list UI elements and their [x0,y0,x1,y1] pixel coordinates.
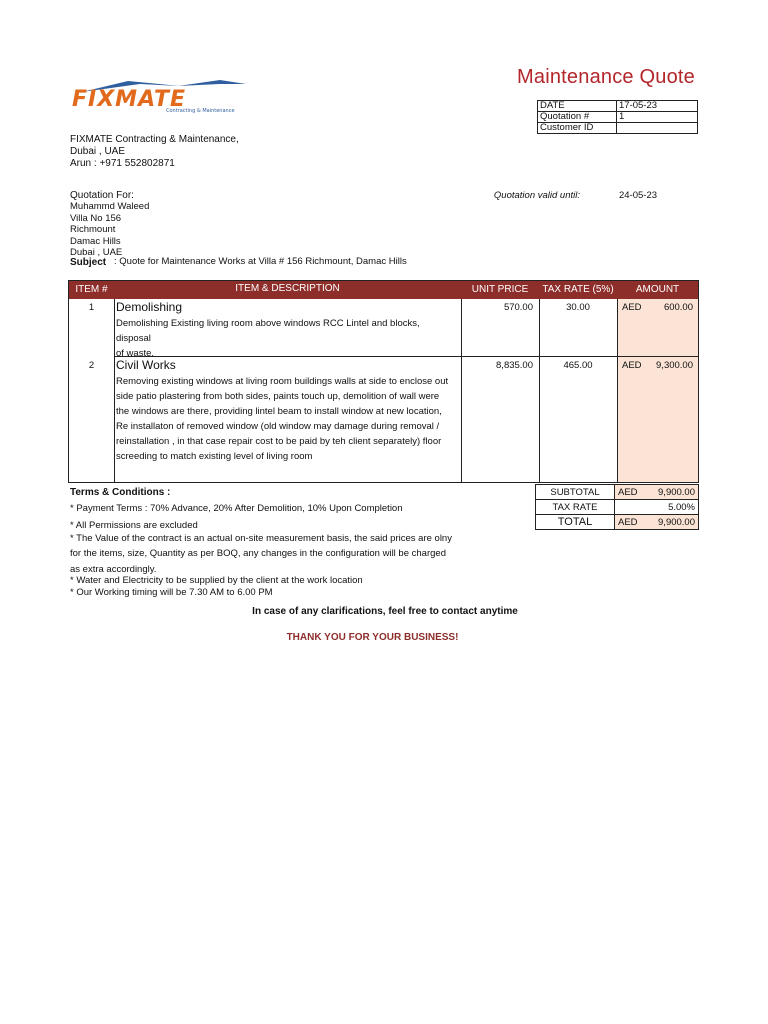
subtotal-label: SUBTOTAL [536,485,615,500]
valid-until-label: Quotation valid until: [493,190,580,201]
row-unit-price: 570.00 [503,302,533,313]
customer-address-line: Damac Hills [70,235,121,247]
row-item-number: 1 [88,302,95,313]
total-amount [615,515,699,530]
row-currency: AED [622,302,642,313]
description-line: Re installaton of removed window (old window may damage during removal / [116,421,440,432]
totals-table [535,484,699,530]
description-line: the windows are there, providing lintel beam to install window at new location, [116,406,442,417]
row-item-number: 2 [88,360,95,371]
customer-address-line: Richmount [70,224,116,235]
header-tax-rate: TAX RATE (5%) [539,281,617,299]
header-amount: AMOUNT [617,281,698,299]
row-currency: AED [622,360,642,371]
total-currency: AED [618,516,638,528]
row-tax: 30.00 [566,302,590,313]
logo-wordmark: FIXMATE [72,87,187,112]
valid-until-value: 24-05-23 [619,190,658,201]
logo-tagline: Contracting & Maintenance [166,108,235,114]
terms-line: * Water and Electricity to be supplied by the client at the work location [70,575,363,586]
row-amount: 9,300.00 [656,360,693,371]
company-logo [70,78,256,114]
items-table [68,280,699,483]
subject-text: : Quote for Maintenance Works at Villa # 156 Richmount, Damac Hills [114,256,407,267]
header-item-number: ITEM # [69,281,114,299]
terms-line: * Our Working timing will be 7.30 AM to 6.00 PM [70,587,273,598]
terms-line: * Payment Terms : 70% Advance, 20% After Demolition, 10% Upon Completion [70,503,403,514]
subtotal-currency: AED [618,486,638,498]
quotation-number-label: Quotation # [538,112,617,123]
customer-id-label: Customer ID [538,123,617,134]
customer-address-line: Muhammd Waleed [70,201,150,212]
terms-line: as extra accordingly. [70,564,157,575]
company-info [70,134,239,170]
description-line: Demolishing Existing living room above windows RCC Lintel and blocks, disposal [116,318,420,344]
customer-address-line: Dubai , UAE [70,247,123,258]
description-line: screeding to match existing level of living room [116,451,313,462]
document-title: Maintenance Quote [517,66,695,88]
customer-id-value [617,123,698,134]
thank-you-note: THANK YOU FOR YOUR BUSINESS! [286,632,459,643]
row-item-name: Civil Works [116,358,176,372]
terms-line: * All Permissions are excluded [70,520,198,531]
date-value: 17-05-23 [617,101,698,112]
column-divider [114,299,115,482]
clarifications-note: In case of any clarifications, feel free to contact anytime [252,606,518,617]
row-tax: 465.00 [563,360,593,371]
header-item-description: ITEM & DESCRIPTION [114,281,461,299]
description-line: Removing existing windows at living room buildings walls at side to enclose out [116,376,449,387]
column-divider [617,299,618,482]
header-unit-price: UNIT PRICE [461,281,539,299]
quotation-number-value: 1 [617,112,698,123]
description-line: reinstallation , in that case repair cost to be paid by teh client separately) floor [116,436,442,447]
subject-label: Subject [70,257,107,268]
row-amount: 600.00 [663,302,693,313]
column-divider [539,299,540,482]
quote-meta-table [537,100,698,134]
customer-address-line: Villa No 156 [70,212,122,224]
terms-title: Terms & Conditions : [70,487,171,498]
row-item-name: Demolishing [116,300,183,314]
column-divider [461,299,462,482]
date-label: DATE [538,101,617,112]
company-contact: Arun : +971 552802871 [70,158,175,169]
amount-column-bg [617,299,698,482]
quotation-for-label: Quotation For: [70,190,134,201]
subtotal-amount [615,485,699,500]
row-item-description [116,316,456,361]
taxrate-label: TAX RATE [536,500,615,515]
subtotal-value: 9,900.00 [658,486,695,498]
row-unit-price: 8,835.00 [496,360,533,371]
total-value: 9,900.00 [658,516,695,528]
description-line: side patio plastering from both sides, paints touch up, demolition of wall were [116,391,440,402]
terms-line: * The Value of the contract is an actual on-site measurement basis, the said prices are olny [70,533,452,544]
row-item-description [116,374,456,464]
customer-address [70,201,149,259]
description-line: of waste. [116,348,155,359]
company-city: Dubai , UAE [70,146,126,157]
taxrate-value: 5.00% [615,500,699,515]
total-label: TOTAL [536,515,615,530]
terms-line: for the items, size, Quantity as per BOQ, any changes in the configuration will be charged [70,548,446,559]
company-name: FIXMATE Contracting & Maintenance, [70,134,239,145]
